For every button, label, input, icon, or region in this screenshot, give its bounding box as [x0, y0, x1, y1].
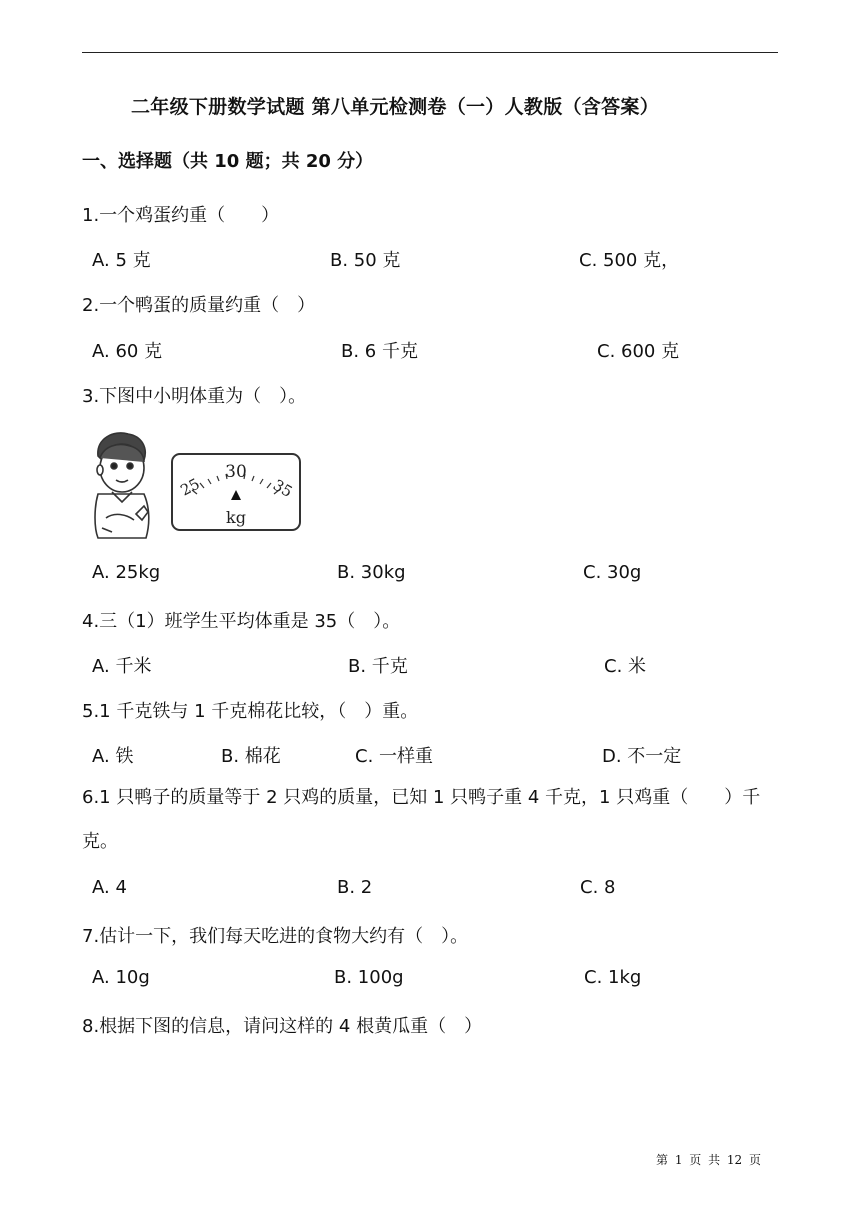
section-heading: 一、选择题（共 10 题；共 20 分）	[82, 151, 374, 172]
scale-label-center: 30	[225, 462, 247, 482]
q6-option-b: B. 2	[337, 877, 373, 898]
scale-label-left: 25	[177, 474, 203, 500]
q7-option-c: C. 1kg	[584, 967, 642, 988]
question-1: 1.一个鸡蛋约重（ ）	[82, 205, 280, 226]
q2-option-c: C. 600 克	[597, 341, 680, 362]
q5-option-d: D. 不一定	[602, 746, 682, 767]
page-footer: 第 1 页 共 12 页	[656, 1153, 761, 1167]
q6-option-a: A. 4	[92, 877, 127, 898]
page-title: 二年级下册数学试题 第八单元检测卷（一）人教版（含答案）	[130, 96, 660, 118]
q1-option-a: A. 5 克	[92, 250, 151, 271]
q5-option-a: A. 铁	[92, 746, 134, 767]
q4-option-c: C. 米	[604, 656, 647, 677]
question-8: 8.根据下图的信息，请问这样的 4 根黄瓜重（ ）	[82, 1016, 483, 1037]
q4-option-a: A. 千米	[92, 656, 152, 677]
q5-option-b: B. 棉花	[221, 746, 281, 767]
q1-option-b: B. 50 克	[330, 250, 401, 271]
q7-option-a: A. 10g	[92, 967, 150, 988]
question-2: 2.一个鸭蛋的质量约重（ ）	[82, 295, 316, 316]
q3-option-a: A. 25kg	[92, 562, 161, 583]
scale-label-right: 35	[270, 475, 296, 502]
boy-scale-figure	[84, 428, 306, 540]
scale-pointer	[231, 490, 241, 500]
scale-unit: kg	[226, 508, 246, 527]
q1-option-c: C. 500 克，	[579, 250, 680, 271]
question-7: 7.估计一下，我们每天吃进的食物大约有（ ）。	[82, 926, 469, 947]
q6-option-c: C. 8	[580, 877, 616, 898]
q2-option-b: B. 6 千克	[341, 341, 418, 362]
q3-option-b: B. 30kg	[337, 562, 406, 583]
q2-option-a: A. 60 克	[92, 341, 163, 362]
question-3: 3.下图中小明体重为（ ）。	[82, 386, 307, 407]
q4-option-b: B. 千克	[348, 656, 408, 677]
boy-illustration	[95, 433, 149, 538]
q3-option-c: C. 30g	[583, 562, 642, 583]
q7-option-b: B. 100g	[334, 967, 404, 988]
header-rule	[82, 52, 778, 53]
q5-option-c: C. 一样重	[355, 746, 434, 767]
question-4: 4.三（1）班学生平均体重是 35（ ）。	[82, 611, 401, 632]
question-5: 5.1 千克铁与 1 千克棉花比较，（ ）重。	[82, 701, 419, 722]
question-6: 6.1 只鸭子的质量等于 2 只鸡的质量，已知 1 只鸭子重 4 千克，1 只鸡重（ ）千克。	[82, 787, 761, 852]
